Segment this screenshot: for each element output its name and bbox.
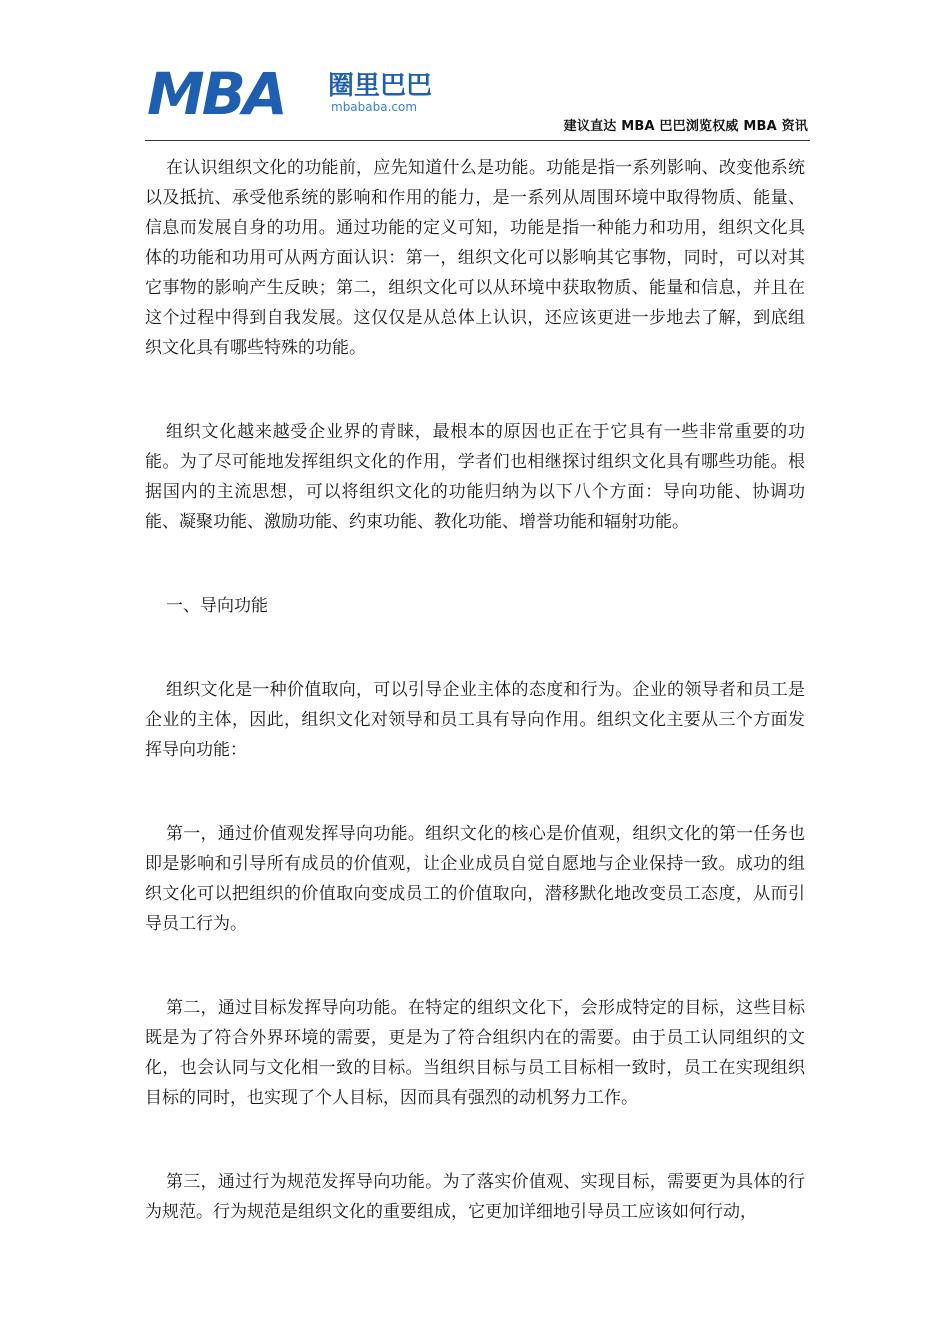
logo-domain: mbababa.com <box>331 100 418 114</box>
paragraph-guidance-norms: 第三，通过行为规范发挥导向功能。为了落实价值观、实现目标，需要更为具体的行为规范。行为规范是组织文化的重要组成，它更加详细地引导员工应该如何行动， <box>145 1172 805 1222</box>
article-body <box>145 153 805 1227</box>
paragraph-functions-overview: 组织文化越来越受企业界的青睐，最根本的原因也正在于它具有一些非常重要的功能。为了尽可能地发挥组织文化的作用，学者们也相继探讨组织文化具有哪些功能。根据国内的主流思想，可以将组织文化的功能归纳为以下八个方面：导向功能、协调功能、凝聚功能、激励功能、约束功能、教化功能、增誉功能和辐射功能。 <box>145 422 805 532</box>
paragraph-guidance-goals: 第二，通过目标发挥导向功能。在特定的组织文化下，会形成特定的目标，这些目标既是为了符合外界环境的需要，更是为了符合组织内在的需要。由于员工认同组织的文化，也会认同与文化相一致的目标。当组织目标与员工目标相一致时，员工在实现组织目标的同时，也实现了个人目标，因而具有强烈的动机努力工作。 <box>145 998 805 1108</box>
header-tagline: 建议直达 MBA 巴巴浏览权威 MBA 资讯 <box>563 119 808 134</box>
mbababa-logo <box>145 64 455 122</box>
paragraph-guidance-values: 第一，通过价值观发挥导向功能。组织文化的核心是价值观，组织文化的第一任务也即是影响和引导所有成员的价值观，让企业成员自觉自愿地与企业保持一致。成功的组织文化可以把组织的价值取向变成员工的价值取向，潜移默化地改变员工态度，从而引导员工行为。 <box>145 824 805 934</box>
logo-letters: MBA <box>147 64 285 122</box>
section-heading-guidance: 一、导向功能 <box>166 596 268 616</box>
paragraph-intro: 在认识组织文化的功能前，应先知道什么是功能。功能是指一系列影响、改变他系统以及抵抗、承受他系统的影响和作用的能力，是一系列从周围环境中取得物质、能量、信息而发展自身的功用。通过功能的定义可知，功能是指一种能力和功用，组织文化具体的功能和功用可从两方面认识：第一，组织文化可以影响其它事物，同时，可以对其它事物的影响产生反映；第二，组织文化可以从环境中获取物质、能量和信息，并且在这个过程中得到自我发展。这仅仅是从总体上认识，还应该更进一步地去了解，到底组织文化具有哪些特殊的功能。 <box>145 158 805 358</box>
paragraph-guidance-intro: 组织文化是一种价值取向，可以引导企业主体的态度和行为。企业的领导者和员工是企业的主体，因此，组织文化对领导和员工具有导向作用。组织文化主要从三个方面发挥导向功能： <box>145 680 805 760</box>
page-header <box>145 56 810 141</box>
logo-chinese: 圈里巴巴 <box>328 71 433 101</box>
